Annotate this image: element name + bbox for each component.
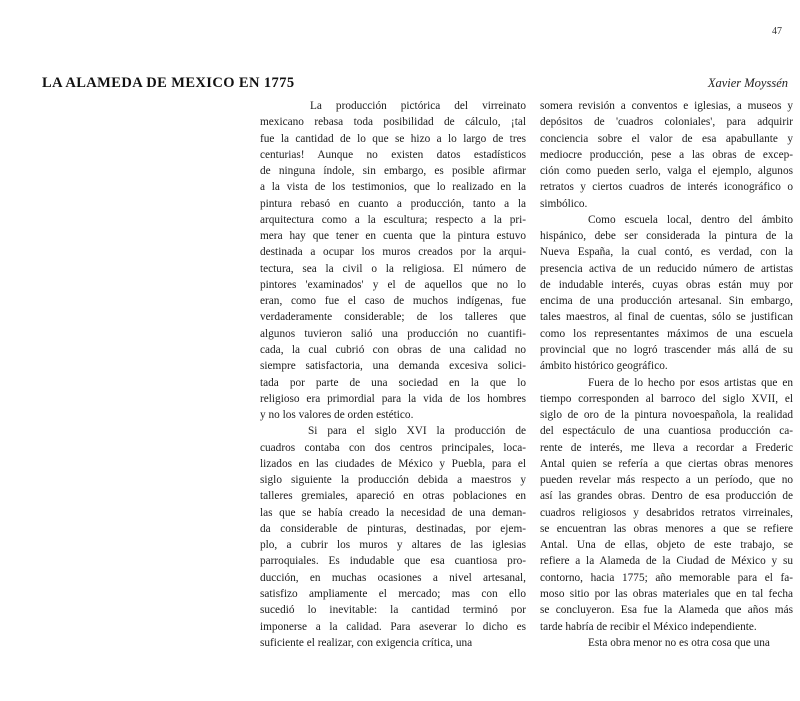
text-line: parroquiales. Es indudable que esa cuantiosa pro-	[260, 555, 526, 568]
page-number: 47	[772, 26, 782, 37]
text-line: retratos y ciertos cuadros de interés iconográfico o	[540, 181, 793, 194]
text-line: cada, la cual cubrió con obras de una calidad no	[260, 343, 526, 356]
article-author: Xavier Moyssén	[707, 76, 788, 90]
text-line: provincial que no logró trascender más allá de su	[540, 343, 793, 356]
text-line: satisfizo ampliamente el mercado; mas con ello	[260, 587, 526, 600]
text-line: se concluyeron. Esa fue la Alameda que años más	[540, 604, 793, 617]
text-line: verdaderamente considerable; de los talleres que	[260, 311, 526, 324]
text-line: pintura rebasó en cuanto a producción, tanto a la	[260, 197, 526, 210]
text-line: lizados en las ciudades de México y Puebla, para el	[260, 457, 526, 470]
text-line: tectura, sea la civil o la religiosa. El número de	[260, 262, 526, 275]
text-line: siglo de oro de la pintura novoespañola, la realidad	[540, 409, 793, 422]
text-line: pintores 'examinados' y el de aquellos que no lo	[260, 278, 526, 291]
text-line: plo, a cubrir los muros y altares de las iglesias	[260, 539, 526, 552]
text-line: depósitos de 'cuadros coloniales', para adquirir	[540, 116, 793, 129]
text-line: destinada a ocupar los muros creados por la arqui-	[260, 246, 526, 259]
text-line: pueden revelar más respecto a un período, que no	[540, 474, 793, 487]
text-line: Nueva España, la cual contó, es verdad, con la	[540, 246, 793, 259]
text-line: mediocre producción, pese a las obras de excep-	[540, 148, 793, 161]
text-line: simbólico.	[540, 197, 588, 210]
text-line: refiere a la Alameda de la Ciudad de México y su	[540, 555, 793, 568]
text-line: imponerse a la calidad. Para aseverar lo dicho es	[260, 620, 526, 633]
text-line: encima de una producción artesanal. Sin embargo,	[540, 295, 793, 308]
text-line: moso sitio por las obras materiales que en tal fecha	[540, 587, 793, 600]
text-line: así las grandes obras. Dentro de esa producción de	[540, 490, 793, 503]
text-line: religioso era primordial para la vida de los hombres	[260, 392, 526, 405]
text-line: tada por parte de una sociedad en la que lo	[260, 376, 526, 389]
text-line: mexicano rebasa toda posibilidad de cálculo, ¡tal	[260, 116, 526, 129]
text-line: mera hay que tener en cuenta que la pintura estuvo	[260, 230, 526, 243]
text-line: de indudable interés, cuyas obras están muy por	[540, 278, 793, 291]
text-line: ducción, en muchas ocasiones a nivel artesanal,	[260, 571, 526, 584]
text-line: La producción pictórica del virreinato	[310, 100, 526, 112]
text-line: ción como pueden serlo, valga el ejemplo, algunos	[540, 165, 793, 178]
text-line: cuadros contaba con dos centros principales, loca-	[260, 441, 526, 454]
text-line: eran, como fue el caso de muchos indígenas, fue	[260, 295, 526, 308]
text-line: da considerable de pinturas, destinadas, por ejem-	[260, 522, 526, 535]
text-line: de ninguna índole, sin embargo, es posible afirmar	[260, 165, 526, 178]
text-line: tarde habría de recibir el México independiente.	[540, 620, 757, 633]
text-line: Esta obra menor no es otra cosa que una	[588, 636, 770, 649]
text-line: siglo siguiente la producción debida a maestros y	[260, 474, 526, 487]
text-line: y no los valores de orden estético.	[260, 409, 414, 422]
text-line: a la vista de los testimonios, que lo realizado en la	[260, 181, 526, 194]
text-line: Antal quien se refería a que ciertas obras menores	[540, 457, 793, 470]
text-line: Fuera de lo hecho por esos artistas que en	[588, 376, 793, 389]
text-line: fue la cantidad de lo que se hizo a lo largo de tres	[260, 132, 526, 145]
text-line: somera revisión a conventos e iglesias, a museos y	[540, 100, 793, 112]
text-line: suficiente el realizar, con exigencia crítica, una	[260, 636, 473, 649]
text-line: las que se había creado la necesidad de una deman-	[260, 506, 526, 519]
text-line: Si para el siglo XVI la producción de	[308, 425, 526, 438]
text-line: talleres gremiales, apareció en otras poblaciones en	[260, 490, 526, 503]
article-title: LA ALAMEDA DE MEXICO EN 1775	[42, 75, 295, 91]
text-line: centurias! Aunque no existen datos estadísticos	[260, 148, 526, 161]
text-line: hispánico, debe ser considerada la pintura de la	[540, 230, 793, 243]
text-line: Antal. Una de ellas, objeto de este trabajo, se	[540, 539, 793, 552]
text-line: tales maestros, al final de cuentas, sólo se justifican	[540, 311, 793, 324]
left-text-column	[260, 98, 526, 651]
text-line: conciencia sobre el valor de esa apabullante y	[540, 132, 793, 145]
text-line: presencia activa de un reducido número de artistas	[540, 262, 793, 275]
text-line: siempre satisfactoria, una demanda excesiva solici-	[260, 360, 526, 373]
text-line: como los representantes máximos de una escuela	[540, 327, 793, 340]
text-line: contorno, hacia 1775; año memorable para el fa-	[540, 571, 793, 584]
text-line: tiempo corresponden al barroco del siglo XVII, el	[540, 392, 793, 405]
text-line: arquitectura como a la escultura; respecto a la pri-	[260, 213, 526, 226]
text-line: ámbito histórico geográfico.	[540, 360, 668, 373]
right-text-column	[540, 98, 793, 651]
text-line: Como escuela local, dentro del ámbito	[588, 213, 793, 226]
text-line: algunos tuvieron salió una producción no cuantifi-	[260, 327, 526, 340]
text-line: del espectáculo de una cuantiosa producción ca-	[540, 425, 793, 438]
text-line: se encuentran las obras menores a que se refiere	[540, 522, 793, 535]
text-line: sucedió lo inevitable: la cantidad terminó por	[260, 604, 526, 617]
text-line: rente de interés, me lleva a recordar a Frederic	[540, 441, 793, 454]
text-line: cuadros religiosos y desabridos retratos virreinales,	[540, 506, 793, 519]
